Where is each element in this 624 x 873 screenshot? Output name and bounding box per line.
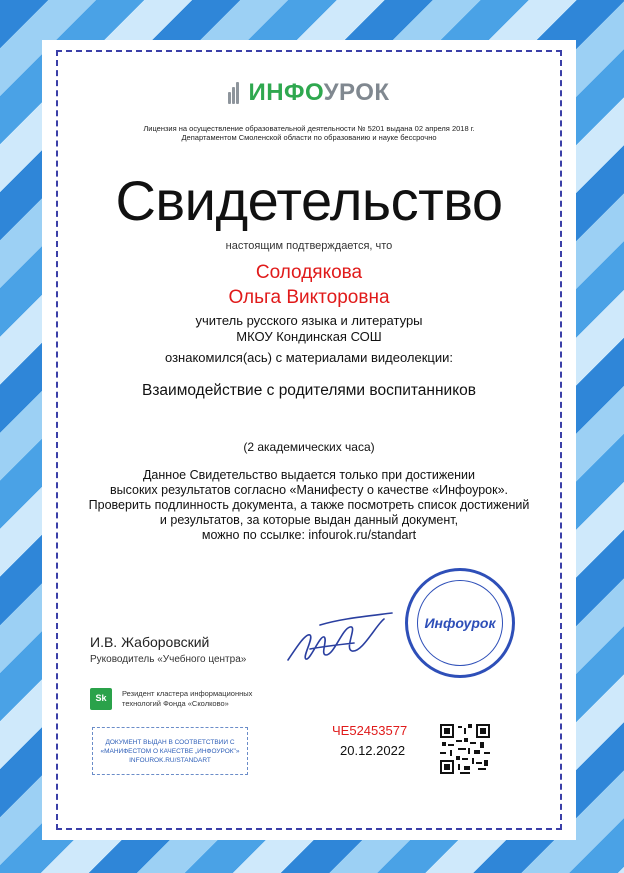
recipient-name — [42, 260, 576, 310]
course-title: Взаимодействие с родителями воспитанников — [141, 382, 476, 399]
course-hours: (2 академических часа) — [243, 440, 375, 454]
recipient-given-names: Ольга Викторовна — [228, 287, 390, 308]
director-name: И.В. Жаборовский — [90, 634, 210, 650]
skolkovo-text: Резидент кластера информационных технологий Фонда «Сколково» — [122, 689, 253, 708]
certificate-title: Свидетельство — [115, 169, 503, 232]
infourok-logo — [42, 78, 576, 108]
familiar-text: ознакомился(ась) с материалами видеолекции: — [164, 350, 453, 365]
skolkovo-badge-icon: Sk — [90, 688, 112, 710]
issue-date: 20.12.2022 — [340, 743, 406, 758]
qr-code-icon[interactable] — [440, 724, 490, 774]
seal-label: Инфоурок — [424, 615, 496, 631]
recipient-role: учитель русского языка и литературы — [195, 313, 423, 328]
license-text: Лицензия на осуществление образовательной деятельности № 5201 выдана 02 апреля 2018 г. Департаментом Смоленской области по образованию и науке бессрочно — [143, 124, 475, 142]
certificate-sheet — [42, 40, 576, 840]
signature-icon — [280, 605, 400, 675]
confirm-text: настоящим подтверждается, что — [225, 240, 393, 252]
certificate-number: ЧЕ52453577 — [332, 723, 408, 738]
director-role: Руководитель «Учебного центра» — [90, 654, 247, 665]
verification-link[interactable]: можно по ссылке: infourok.ru/standart — [201, 528, 417, 542]
logo-text: ИНФОУРОК — [248, 79, 390, 106]
recipient-surname: Солодякова — [255, 262, 363, 283]
manifest-stamp: ДОКУМЕНТ ВЫДАН В СООТВЕТСТВИИ С «МАНИФЕСТОМ О КАЧЕСТВЕ „ИНФОУРОК"» INFOUROK.RU/STANDART — [92, 727, 248, 775]
logo-mark-icon — [228, 82, 242, 104]
organization-seal — [405, 568, 515, 678]
recipient-position — [42, 313, 576, 345]
verification-note: Данное Свидетельство выдается только при достижении высоких результатов согласно «Манифесту о качестве «Инфоурок». Проверить подлинность документа, а также посмотреть список достижений и результатов, за которые выдан данный документ, можно по ссылке: infourok.ru/standart — [42, 468, 576, 543]
recipient-school: МКОУ Кондинская СОШ — [236, 329, 382, 344]
